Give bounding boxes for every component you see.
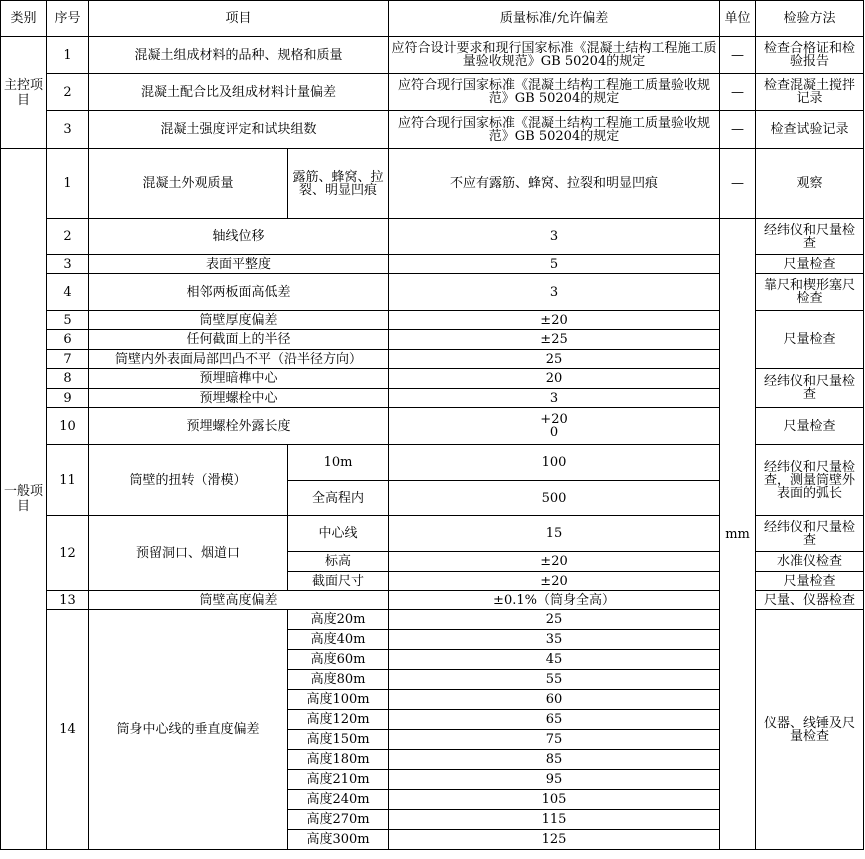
row-method: 经纬仪和尺量检查 (756, 219, 864, 255)
height-label: 高度150m (288, 730, 389, 750)
row-unit: — (720, 111, 756, 149)
row-value (389, 408, 720, 445)
height-value: 125 (389, 830, 720, 850)
header-method: 检验方法 (756, 1, 864, 37)
row-method: 观察 (756, 149, 864, 219)
height-label: 高度180m (288, 750, 389, 770)
unit-mm: mm (720, 219, 756, 850)
height-value: 60 (389, 690, 720, 710)
height-label: 高度60m (288, 650, 389, 670)
row-unit: — (720, 149, 756, 219)
row-value: ±25 (389, 330, 720, 350)
table-row (1, 219, 864, 255)
row-unit: — (720, 37, 756, 74)
row-subitem: 露筋、蜂窝、拉裂、明显凹痕 (288, 149, 389, 219)
row-item: 筒壁的扭转（滑模） (89, 445, 288, 516)
row-method: 仪器、线锤及尺量检查 (756, 610, 864, 850)
row-item: 混凝土外观质量 (89, 149, 288, 219)
header-unit: 单位 (720, 1, 756, 37)
row-method: 尺量检查 (756, 255, 864, 274)
row-method: 经纬仪和尺量检查，测量筒壁外表面的弧长 (756, 445, 864, 516)
header-row (1, 1, 864, 37)
row-value: 100 (389, 445, 720, 481)
height-label: 高度100m (288, 690, 389, 710)
row-no: 13 (47, 591, 89, 610)
height-label: 高度270m (288, 810, 389, 830)
height-label: 高度240m (288, 790, 389, 810)
height-label: 高度300m (288, 830, 389, 850)
row-value: ±0.1%（筒身全高） (389, 591, 720, 610)
row-item: 混凝土组成材料的品种、规格和质量 (89, 37, 389, 74)
row-no: 5 (47, 311, 89, 330)
row-item: 混凝土配合比及组成材料计量偏差 (89, 74, 389, 111)
row-item: 任何截面上的半径 (89, 330, 389, 350)
row-method: 尺量检查 (756, 572, 864, 591)
row-item: 轴线位移 (89, 219, 389, 255)
row-no: 6 (47, 330, 89, 350)
value-upper: +20 (540, 412, 568, 427)
table-row (1, 37, 864, 74)
row-subitem: 中心线 (288, 516, 389, 552)
value-lower: 0 (549, 425, 559, 440)
row-value: 25 (389, 350, 720, 369)
height-value: 65 (389, 710, 720, 730)
height-label: 高度80m (288, 670, 389, 690)
row-no: 8 (47, 369, 89, 389)
row-value: 3 (389, 219, 720, 255)
row-subitem: 截面尺寸 (288, 572, 389, 591)
height-label: 高度120m (288, 710, 389, 730)
row-item: 筒身中心线的垂直度偏差 (89, 610, 288, 850)
row-no: 9 (47, 389, 89, 408)
row-no: 2 (47, 74, 89, 111)
header-no: 序号 (47, 1, 89, 37)
height-value: 55 (389, 670, 720, 690)
row-item: 表面平整度 (89, 255, 389, 274)
row-item: 筒壁厚度偏差 (89, 311, 389, 330)
height-value: 105 (389, 790, 720, 810)
header-standard: 质量标准/允许偏差 (389, 1, 720, 37)
row-value: 5 (389, 255, 720, 274)
row-subitem: 10m (288, 445, 389, 481)
row-value: 500 (389, 481, 720, 516)
table-row (1, 149, 864, 219)
height-value: 75 (389, 730, 720, 750)
row-standard: 应符合现行国家标准《混凝土结构工程施工质量验收规范》GB 50204的规定 (389, 111, 720, 149)
row-value: ±20 (389, 311, 720, 330)
row-item: 筒壁内外表面局部凹凸不平（沿半径方向） (89, 350, 389, 369)
row-method: 检查试验记录 (756, 111, 864, 149)
row-no: 14 (47, 610, 89, 850)
row-method: 尺量检查 (756, 311, 864, 369)
row-value: 20 (389, 369, 720, 389)
row-method: 经纬仪和尺量检查 (756, 369, 864, 408)
row-no: 4 (47, 274, 89, 311)
height-value: 25 (389, 610, 720, 630)
height-value: 85 (389, 750, 720, 770)
row-item: 预埋暗榫中心 (89, 369, 389, 389)
row-no: 1 (47, 37, 89, 74)
row-standard: 不应有露筋、蜂窝、拉裂和明显凹痕 (389, 149, 720, 219)
row-item: 预留洞口、烟道口 (89, 516, 288, 591)
height-value: 45 (389, 650, 720, 670)
row-no: 7 (47, 350, 89, 369)
height-value: 95 (389, 770, 720, 790)
row-no: 10 (47, 408, 89, 445)
row-item: 预埋螺栓外露长度 (89, 408, 389, 445)
category-main: 主控项目 (1, 37, 47, 149)
height-label: 高度20m (288, 610, 389, 630)
row-item: 筒壁高度偏差 (89, 591, 389, 610)
row-value: ±20 (389, 572, 720, 591)
row-method: 水准仪检查 (756, 552, 864, 572)
table-row (1, 74, 864, 111)
row-method: 经纬仪和尺量检查 (756, 516, 864, 552)
row-no: 3 (47, 255, 89, 274)
row-no: 2 (47, 219, 89, 255)
height-value: 115 (389, 810, 720, 830)
row-no: 12 (47, 516, 89, 591)
height-label: 高度210m (288, 770, 389, 790)
row-subitem: 全高程内 (288, 481, 389, 516)
row-standard: 应符合现行国家标准《混凝土结构工程施工质量验收规范》GB 50204的规定 (389, 74, 720, 111)
row-method: 检查混凝土搅拌记录 (756, 74, 864, 111)
row-item: 预埋螺栓中心 (89, 389, 389, 408)
row-item: 相邻两板面高低差 (89, 274, 389, 311)
row-no: 3 (47, 111, 89, 149)
row-standard: 应符合设计要求和现行国家标准《混凝土结构工程施工质量验收规范》GB 50204的规定 (389, 37, 720, 74)
table-row (1, 111, 864, 149)
header-item: 项目 (89, 1, 389, 37)
row-no: 1 (47, 149, 89, 219)
row-value: 15 (389, 516, 720, 552)
header-category: 类别 (1, 1, 47, 37)
row-value: ±20 (389, 552, 720, 572)
row-value: 3 (389, 274, 720, 311)
height-value: 35 (389, 630, 720, 650)
row-method: 尺量检查 (756, 408, 864, 445)
row-no: 11 (47, 445, 89, 516)
height-label: 高度40m (288, 630, 389, 650)
row-method: 靠尺和楔形塞尺检查 (756, 274, 864, 311)
row-value: 3 (389, 389, 720, 408)
category-general: 一般项目 (1, 149, 47, 850)
row-subitem: 标高 (288, 552, 389, 572)
row-method: 尺量、仪器检查 (756, 591, 864, 610)
row-method: 检查合格证和检验报告 (756, 37, 864, 74)
row-unit: — (720, 74, 756, 111)
row-item: 混凝土强度评定和试块组数 (89, 111, 389, 149)
